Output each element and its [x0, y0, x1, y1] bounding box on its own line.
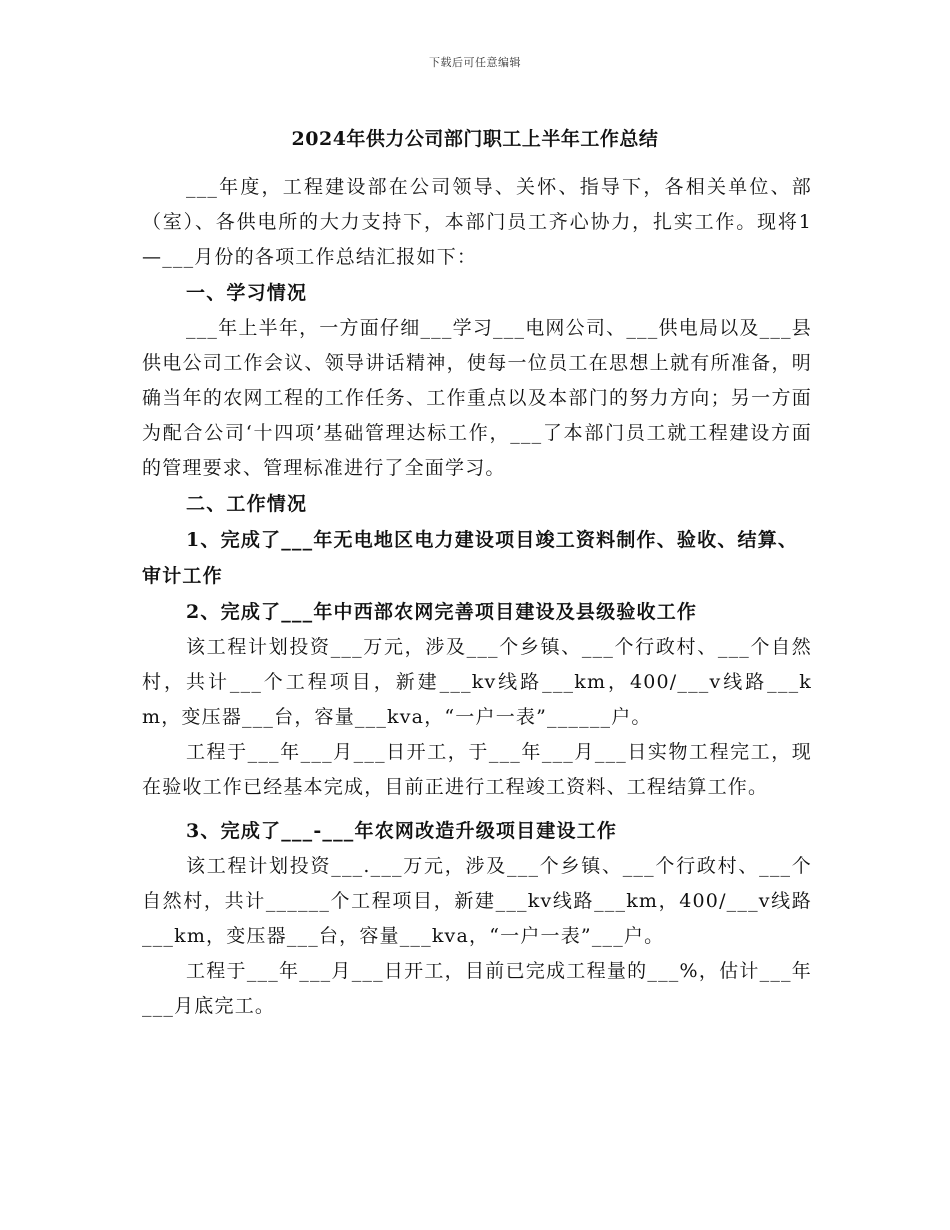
- work-item-3-paragraph-2: 工程于___年___月___日开工，目前已完成工程量的___%，估计___年___月底完工。: [142, 960, 812, 1017]
- work-item-2-heading: 2、完成了___年中西部农网完善项目建设及县级验收工作: [186, 601, 698, 623]
- document-body: [142, 170, 812, 1024]
- study-paragraph: ___年上半年，一方面仔细___学习___电网公司、___供电局以及___县供电公司工作会议、领导讲话精神，使每一位员工在思想上就有所准备，明确当年的农网工程的工作任务、工作重点以及本部门的努力方向；另一方面为配合公司‘十四项’基础管理达标工作，___了本部门员工就工程建设方面的管理要求、管理标准进行了全面学习。: [142, 317, 812, 479]
- work-item-1-heading: 1、完成了___年无电地区电力建设项目竣工资料制作、验收、结算、审计工作: [142, 529, 799, 587]
- section-heading-work: 二、工作情况: [186, 493, 308, 515]
- document-title: 2024年供力公司部门职工上半年工作总结: [291, 128, 659, 150]
- intro-paragraph: ___年度，工程建设部在公司领导、关怀、指导下，各相关单位、部（室）、各供电所的大力支持下，本部门员工齐心协力，扎实工作。现将1—___月份的各项工作总结汇报如下：: [142, 176, 812, 268]
- page-header-note: 下载后可任意编辑: [429, 56, 521, 69]
- work-item-2-paragraph-1: 该工程计划投资___万元，涉及___个乡镇、___个行政村、___个自然村，共计___个工程项目，新建___kv线路___km，400/___v线路___km，变压器___台，容量___kva，“一户一表”______户。: [142, 636, 812, 728]
- section-heading-study: 一、学习情况: [186, 282, 308, 304]
- work-item-3-paragraph-1: 该工程计划投资___.___万元，涉及___个乡镇、___个行政村、___个自然村，共计______个工程项目，新建___kv线路___km，400/___v线路___km，变压器___台，容量___kva，“一户一表”___户。: [142, 855, 812, 947]
- work-item-2-paragraph-2: 工程于___年___月___日开工，于___年___月___日实物工程完工，现在验收工作已经基本完成，目前正进行工程竣工资料、工程结算工作。: [142, 741, 812, 798]
- work-item-3-heading: 3、完成了___-___年农网改造升级项目建设工作: [186, 820, 618, 842]
- spacer: [142, 805, 812, 813]
